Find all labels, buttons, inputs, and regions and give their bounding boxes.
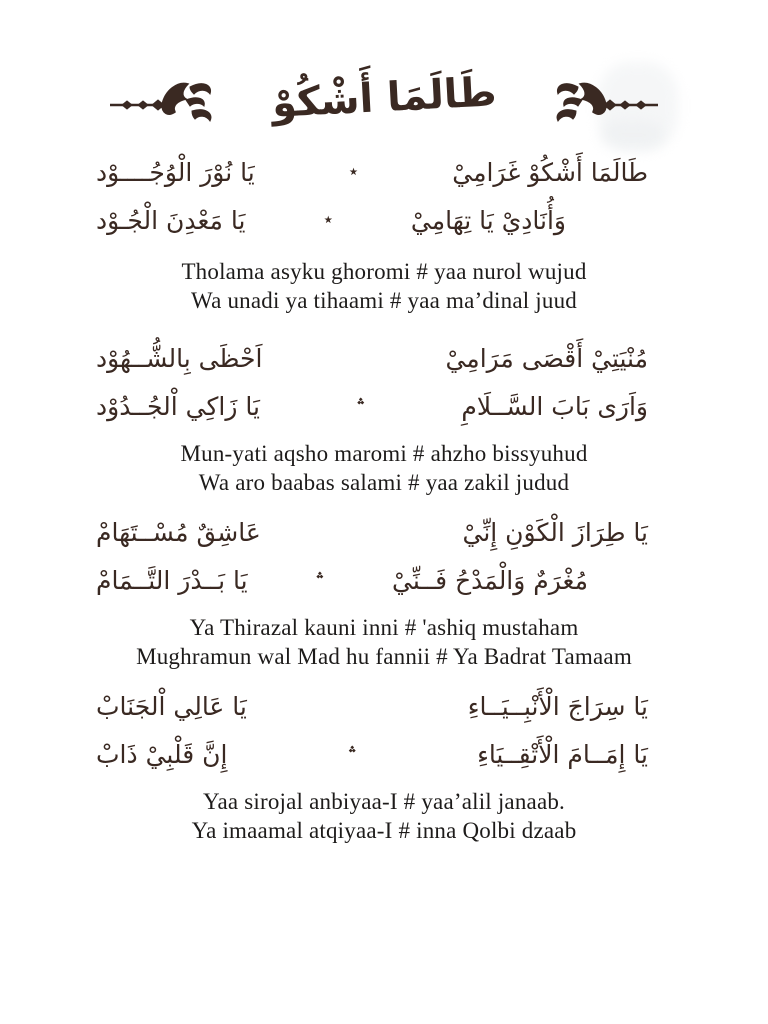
arabic-verse-line — [96, 148, 648, 196]
page-title-arabic: طَالَمَا أَشْكُوْ — [270, 69, 498, 127]
transliteration-line: Ya Thirazal kauni inni # 'ashiq mustaham — [189, 615, 579, 640]
transliteration-line: Yaa sirojal anbiyaa-I # yaa’alil janaab. — [202, 789, 566, 814]
hemistich-right: يَا سِرَاجَ الْأَنْبِــيَــاءِ — [467, 691, 648, 721]
hemistich-left: يَا عَالِي اْلجَنَابْ — [96, 691, 247, 721]
hemistich-left: عَاشِقٌ مُسْــتَهَامْ — [96, 517, 261, 547]
transliteration-line: Ya imaamal atqiyaa-I # inna Qolbi dzaab — [191, 818, 577, 843]
hemistich-right: وَأُنَادِيْ يَا تِهَامِيْ — [410, 205, 566, 235]
arabic-verse-line — [96, 382, 648, 430]
verse-group — [0, 334, 768, 497]
verse-group — [0, 682, 768, 845]
hemistich-left: يَا بَــدْرَ التَّــمَامْ — [96, 565, 248, 595]
verse-separator: ؞ — [355, 396, 366, 417]
verse-separator: ٭ — [348, 162, 359, 182]
transliteration-line: Tholama asyku ghoromi # yaa nurol wujud — [181, 259, 587, 284]
transliteration-block — [0, 787, 768, 845]
arabic-verse-line — [96, 334, 648, 382]
header-ornament-right-icon — [512, 75, 662, 131]
hemistich-right: وَاَرَى بَابَ السَّــلَامِ — [461, 391, 648, 421]
arabic-verse-line — [96, 556, 588, 604]
verse-separator: ؞ — [314, 570, 325, 591]
arabic-verse-line — [96, 196, 566, 244]
arabic-couplet — [96, 148, 768, 244]
hemistich-left: يَا نُوْرَ الْوُجُــــوْد — [96, 157, 255, 187]
arabic-couplet — [96, 682, 768, 778]
hemistich-right: مُنْيَتِيْ أَقْصَى مَرَامِيْ — [445, 343, 648, 373]
hemistich-right: مُغْرَمٌ وَالْمَدْحُ فَــنِّيْ — [392, 565, 588, 595]
hemistich-left: إِنَّ قَلْبِيْ ذَابْ — [96, 739, 228, 769]
hemistich-left: يَا زَاكِي اْلجُــدُوْد — [96, 391, 260, 421]
hemistich-right: يَا إِمَــامَ الْأَتْقِــيَاءِ — [477, 739, 648, 769]
transliteration-block — [0, 439, 768, 497]
hemistich-right: يَا طِرَازَ الْكَوْنِ إِنِّيْ — [462, 517, 648, 547]
hemistich-right: طَالَمَا أَشْكُوْ غَرَامِيْ — [452, 157, 648, 187]
transliteration-block — [0, 257, 768, 315]
verse-group — [0, 508, 768, 671]
arabic-couplet — [96, 508, 768, 604]
arabic-verse-line — [96, 730, 648, 778]
verse-separator: ؞ — [347, 744, 358, 765]
arabic-verse-line — [96, 508, 648, 556]
arabic-verse-line — [96, 682, 648, 730]
arabic-couplet — [96, 334, 768, 430]
transliteration-line: Wa aro baabas salami # yaa zakil judud — [198, 470, 570, 495]
transliteration-line: Mughramun wal Mad hu fannii # Ya Badrat Tamaam — [136, 644, 632, 669]
calligraphy-header — [0, 0, 768, 136]
header-ornament-left-icon — [106, 75, 256, 131]
transliteration-line: Wa unadi ya tihaami # yaa ma’dinal juud — [191, 288, 577, 313]
hemistich-left: اَحْظَى بِالشُّــهُوْد — [96, 343, 263, 373]
verse-separator: ٭ — [323, 210, 333, 230]
hemistich-left: يَا مَعْدِنَ الْجُـوْد — [96, 205, 246, 235]
transliteration-block — [0, 613, 768, 671]
transliteration-line: Mun-yati aqsho maromi # ahzho bissyuhud — [180, 441, 588, 466]
verse-group — [0, 148, 768, 315]
